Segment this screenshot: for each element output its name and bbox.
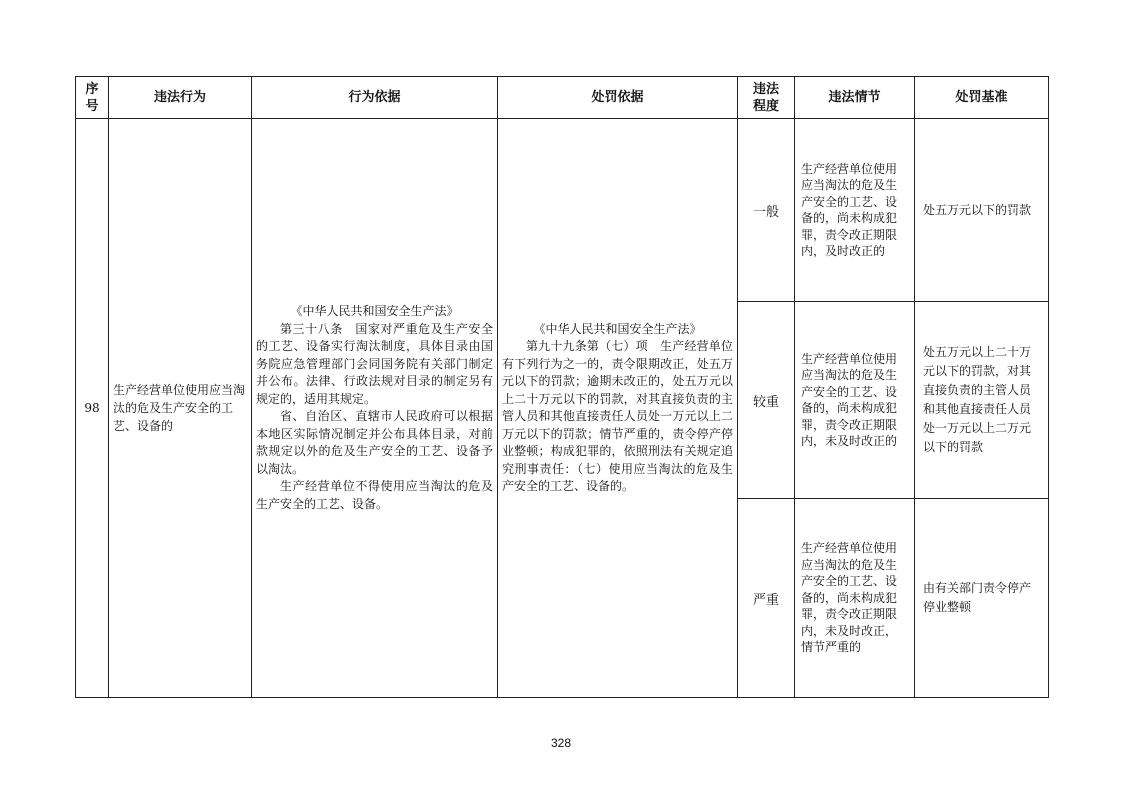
page-number: 328 [550, 736, 572, 750]
standard-severe: 由有关部门责令停产停业整顿 [915, 499, 1049, 698]
col-header-degree-line1: 违法 [752, 81, 779, 97]
degree-serious: 较重 [738, 302, 795, 499]
penalty-basis-title: 《中华人民共和国安全生产法》 [533, 321, 702, 336]
col-header-degree [738, 77, 795, 119]
degree-severe: 严重 [738, 499, 795, 698]
table-row [76, 119, 1049, 302]
standard-general: 处五万元以下的罚款 [915, 119, 1049, 302]
circumstance-serious: 生产经营单位使用应当淘汰的危及生产安全的工艺、设备的，尚未构成犯罪，责令改正期限内，未及时改正的 [795, 302, 915, 499]
act-basis-title: 《中华人民共和国安全生产法》 [290, 304, 459, 318]
act-basis-paragraph-1: 第三十八条 国家对严重危及生产安全的工艺、设备实行淘汰制度，具体目录由国务院应急管理部门会同国务院有关部门制定并公布。法律、行政法规对目录的制定另有规定的，适用其规定。 [256, 321, 493, 406]
col-header-act: 违法行为 [109, 77, 252, 119]
penalty-basis-paragraph: 第九十九条第（七）项 生产经营单位有下列行为之一的，责令限期改正，处五万元以下的罚款；逾期未改正的，处五万元以上二十万元以下的罚款，对其直接负责的主管人员和其他直接责任人员处一万元以上二万元以下的罚款；情节严重的，责令停产停业整顿；构成犯罪的，依照刑法有关规定追究刑事责任：（七）使用应当淘汰的危及生产安全的工艺、设备的。 [502, 339, 733, 493]
standard-serious: 处五万元以上二十万元以下的罚款，对其直接负责的主管人员和其他直接责任人员处一万元以上二万元以下的罚款 [915, 302, 1049, 499]
act-basis [252, 119, 498, 698]
degree-general: 一般 [738, 119, 795, 302]
penalty-table [75, 76, 1049, 698]
col-header-index [76, 77, 109, 119]
col-header-basis: 行为依据 [252, 77, 498, 119]
row-index: 98 [76, 119, 109, 698]
act-basis-paragraph-2: 省、自治区、直辖市人民政府可以根据本地区实际情况制定并公布具体目录，对前款规定以外的危及生产安全的工艺、设备予以淘汰。 [256, 409, 493, 476]
penalty-basis [498, 119, 738, 698]
col-header-degree-line2: 程度 [752, 98, 779, 114]
violation-act: 生产经营单位使用应当淘汰的危及生产安全的工艺、设备的 [109, 119, 252, 698]
circumstance-severe: 生产经营单位使用应当淘汰的危及生产安全的工艺、设备的，尚未构成犯罪，责令改正期限内，未及时改正，情节严重的 [795, 499, 915, 698]
col-header-standard: 处罚基准 [915, 77, 1049, 119]
circumstance-general: 生产经营单位使用应当淘汰的危及生产安全的工艺、设备的，尚未构成犯罪，责令改正期限内，及时改正的 [795, 119, 915, 302]
act-basis-paragraph-3: 生产经营单位不得使用应当淘汰的危及生产安全的工艺、设备。 [256, 479, 493, 511]
header-row [76, 77, 1049, 119]
col-header-circumstance: 违法情节 [795, 77, 915, 119]
col-header-index-line1: 序 [85, 81, 99, 97]
col-header-penalty-basis: 处罚依据 [498, 77, 738, 119]
col-header-index-line2: 号 [85, 98, 99, 114]
